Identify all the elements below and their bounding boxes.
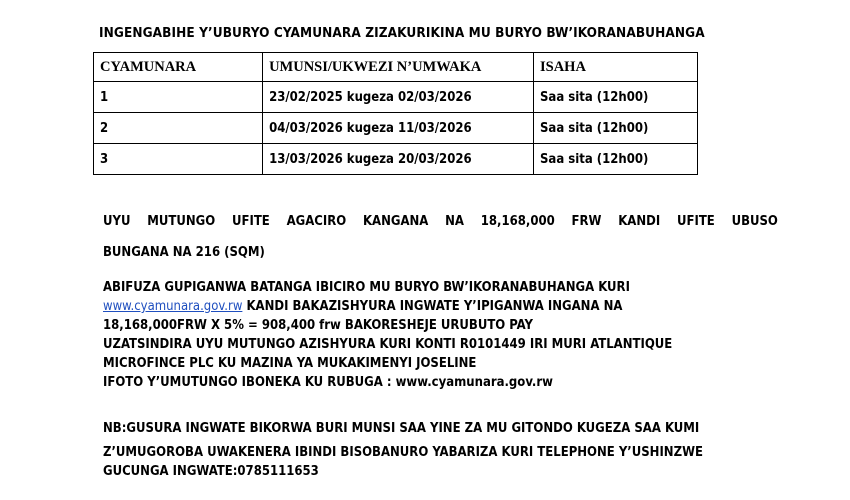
word: MUTUNGO [147,214,216,229]
property-value-line [103,214,778,229]
note-line-1: NB:GUSURA INGWATE BIKORWA BURI MUNSI SAA YINE ZA MU GITONDO KUGEZA SAA KUMI [103,421,700,436]
auction-schedule-table [93,52,698,175]
word: 18,168,000 [480,214,555,229]
header-auction: CYAMUNARA [94,53,263,82]
auction-number: 1 [94,82,263,113]
property-size-line: BUNGANA NA 216 (SQM) [103,245,265,260]
auction-time: Saa sita (12h00) [534,113,698,144]
word: UFITE [676,214,715,229]
table-row [94,113,698,144]
cyamunara-link[interactable]: www.cyamunara.gov.rw [103,299,243,314]
bidding-line-6: IFOTO Y’UMUTUNGO IBONEKA KU RUBUGA : www.cyamunara.gov.rw [103,375,553,390]
word: KANDI [618,214,661,229]
word: NA [445,214,464,229]
auction-time: Saa sita (12h00) [534,82,698,113]
word: AGACIRO [286,214,347,229]
auction-dates: 04/03/2026 kugeza 11/03/2026 [263,113,534,144]
auction-dates: 13/03/2026 kugeza 20/03/2026 [263,144,534,175]
word: UBUSO [731,214,778,229]
word: FRW [571,214,602,229]
note-line-2: Z’UMUGOROBA UWAKENERA IBINDI BISOBANURO YABARIZA KURI TELEPHONE Y’USHINZWE [103,445,703,460]
table-header-row [94,53,698,82]
bidding-line-3: 18,168,000FRW X 5% = 908,400 frw BAKORESHEJE URUBUTO PAY [103,318,533,333]
header-date: UMUNSI/UKWEZI N’UMWAKA [263,53,534,82]
header-time: ISAHA [534,53,698,82]
auction-number: 2 [94,113,263,144]
auction-dates: 23/02/2025 kugeza 02/03/2026 [263,82,534,113]
bidding-line-5: MICROFINCE PLC KU MAZINA YA MUKAKIMENYI JOSELINE [103,356,477,371]
word: UFITE [231,214,270,229]
page-heading: INGENGABIHE Y’UBURYO CYAMUNARA ZIZAKURIKINA MU BURYO BW’IKORANABUHANGA [99,25,705,41]
table-row [94,82,698,113]
bidding-line-1: ABIFUZA GUPIGANWA BATANGA IBICIRO MU BURYO BW’IKORANABUHANGA KURI [103,280,630,295]
bidding-line-2 [103,299,622,314]
word: UYU [103,214,131,229]
bidding-line-4: UZATSINDIRA UYU MUTUNGO AZISHYURA KURI KONTI R0101449 IRI MURI ATLANTIQUE [103,337,673,352]
word: KANGANA [362,214,429,229]
auction-time: Saa sita (12h00) [534,144,698,175]
bidding-line-2-text: KANDI BAKAZISHYURA INGWATE Y’IPIGANWA INGANA NA [242,299,623,314]
table-row [94,144,698,175]
note-line-3: GUCUNGA INGWATE:0785111653 [103,464,319,479]
auction-number: 3 [94,144,263,175]
